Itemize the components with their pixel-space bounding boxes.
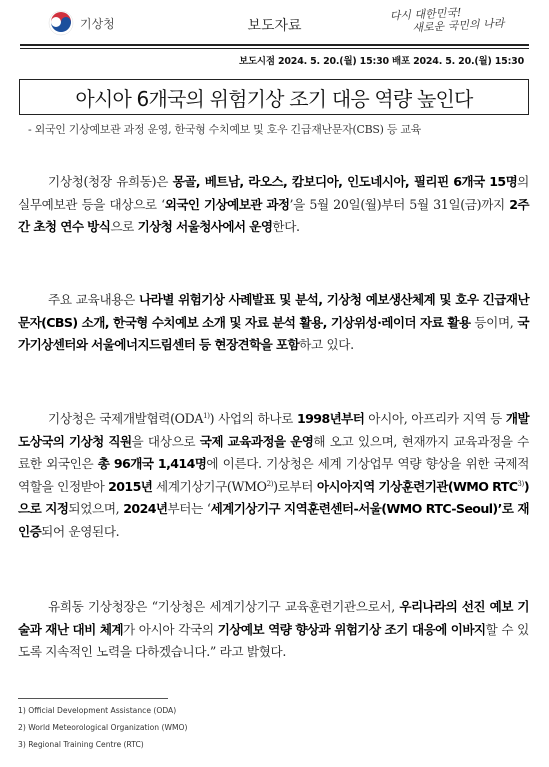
title-box	[19, 79, 529, 115]
subtitle: - 외국인 기상예보관 과정 운영, 한국형 수치예보 및 호우 긴급재난문자(CBS) 등 교육	[28, 123, 421, 136]
header-rule	[20, 44, 529, 46]
bold-text: 외국인 기상예보관 과정	[164, 196, 290, 212]
bold-text: 1998년부터	[296, 411, 365, 426]
text: )로부터	[273, 478, 317, 494]
text: 아시아, 아프리카 지역 등	[364, 411, 506, 426]
bold-text: 총 96개국 1,414명	[97, 456, 207, 471]
bold-text: 아시아지역 기상훈련기관(WMO RTC	[316, 478, 518, 494]
paragraph-3	[18, 408, 529, 543]
text: 을 대상으로	[131, 433, 200, 449]
footnote-ref: 1)	[203, 411, 210, 420]
text: 되어 운영된다.	[41, 523, 120, 539]
bold-text: 국제 교육과정을 운영	[199, 433, 314, 449]
paragraph-4	[18, 596, 529, 664]
text: ’을 5월 20일(월)부터 5월 31일(금)까지	[289, 196, 510, 212]
bold-text: 나라별 위험기상 사례발표 및 분석, 기상청 예보생산체계 및 호우 긴급재난문자(CBS) 소개, 한국형 수치예보 소개 및 자료 분석 활용, 기상위성·레이더 자료 활용	[18, 292, 530, 330]
text: 기상청(청장 유희동)은	[48, 174, 173, 189]
slogan-line-1: 다시 대한민국!	[389, 5, 462, 23]
text: 부터는 ‘	[167, 501, 211, 516]
bold-text: 국가기상센터와 서울에너지드림센터 등 현장견학을 포함	[18, 314, 529, 352]
footnotes	[18, 702, 187, 753]
text: 등이며,	[470, 314, 518, 330]
bold-text: 우리나라의 선진 예보 기술과 재난 대비 체계	[18, 599, 529, 637]
text: 기상청은 국제개발협력(ODA	[48, 411, 204, 426]
text: 할 수 있도록 지속적인 노력을 다하겠습니다.” 라고 밝혔다.	[18, 621, 529, 659]
header-rule-thin	[20, 48, 529, 49]
bold-text: )으로 지정	[18, 478, 529, 516]
text: 유희동 기상청장은 “기상청은 세계기상기구 교육훈련기관으로서,	[48, 599, 400, 614]
footnote-ref: 2)	[266, 479, 274, 488]
slogan-line-2: 새로운 국민의 나라	[412, 16, 505, 35]
footnote-3: 3) Regional Training Centre (RTC)	[18, 740, 144, 749]
footnote-2: 2) World Meteorological Organization (WMO)	[18, 723, 188, 732]
bold-text: 2015년	[108, 478, 153, 494]
release-line: 보도시점 2024. 5. 20.(월) 15:30 배포 2024. 5. 20.(월) 15:30	[238, 56, 524, 67]
footnote-1: 1) Official Development Assistance (ODA)	[18, 706, 177, 715]
page-title: 아시아 6개국의 위험기상 조기 대응 역량 높인다	[75, 86, 473, 111]
text: 에 이른다. 기상청은 세계 기상업무 역량 향상을 위한 국제적 역할을 인정받아	[18, 456, 530, 494]
text: 되었으며,	[68, 501, 124, 516]
text: 으로	[110, 219, 138, 234]
org-name: 기상청	[80, 16, 115, 31]
text: 주요 교육내용은	[48, 292, 140, 307]
text: 한다.	[272, 219, 300, 234]
text: 해 오고 있으며, 현재까지 교육과정을 수료한 외국인은	[18, 433, 529, 471]
bold-text: 2주간 초청 연수 방식	[18, 196, 529, 234]
bold-text: 세계기상기구 지역훈련센터-서울(WMO RTC-Seoul)’로 재인증	[18, 501, 529, 539]
bold-text: 몽골, 베트남, 라오스, 캄보디아, 인도네시아, 필리핀 6개국 15명	[172, 174, 518, 189]
doc-type: 보도자료	[247, 18, 302, 34]
paragraph-2	[18, 289, 529, 357]
header	[0, 0, 549, 44]
text: 세계기상기구(WMO	[152, 478, 267, 494]
text: 의 실무예보관 등을 대상으로 ‘	[18, 174, 529, 212]
paragraph-1	[18, 171, 529, 239]
bold-text: 기상예보 역량 향상과 위험기상 조기 대응에 이바지	[217, 621, 486, 637]
footnote-divider	[18, 698, 168, 699]
text: 하고 있다.	[299, 337, 354, 352]
text: 가 아시아 각국의	[122, 621, 218, 637]
text: ) 사업의 하나로	[209, 411, 297, 426]
bold-text: 개발도상국의 기상청 직원	[18, 411, 530, 449]
bold-text: 기상청 서울청사에서 운영	[137, 219, 273, 234]
footnote-ref: 3)	[517, 479, 524, 488]
bold-text: 2024년	[123, 501, 168, 516]
